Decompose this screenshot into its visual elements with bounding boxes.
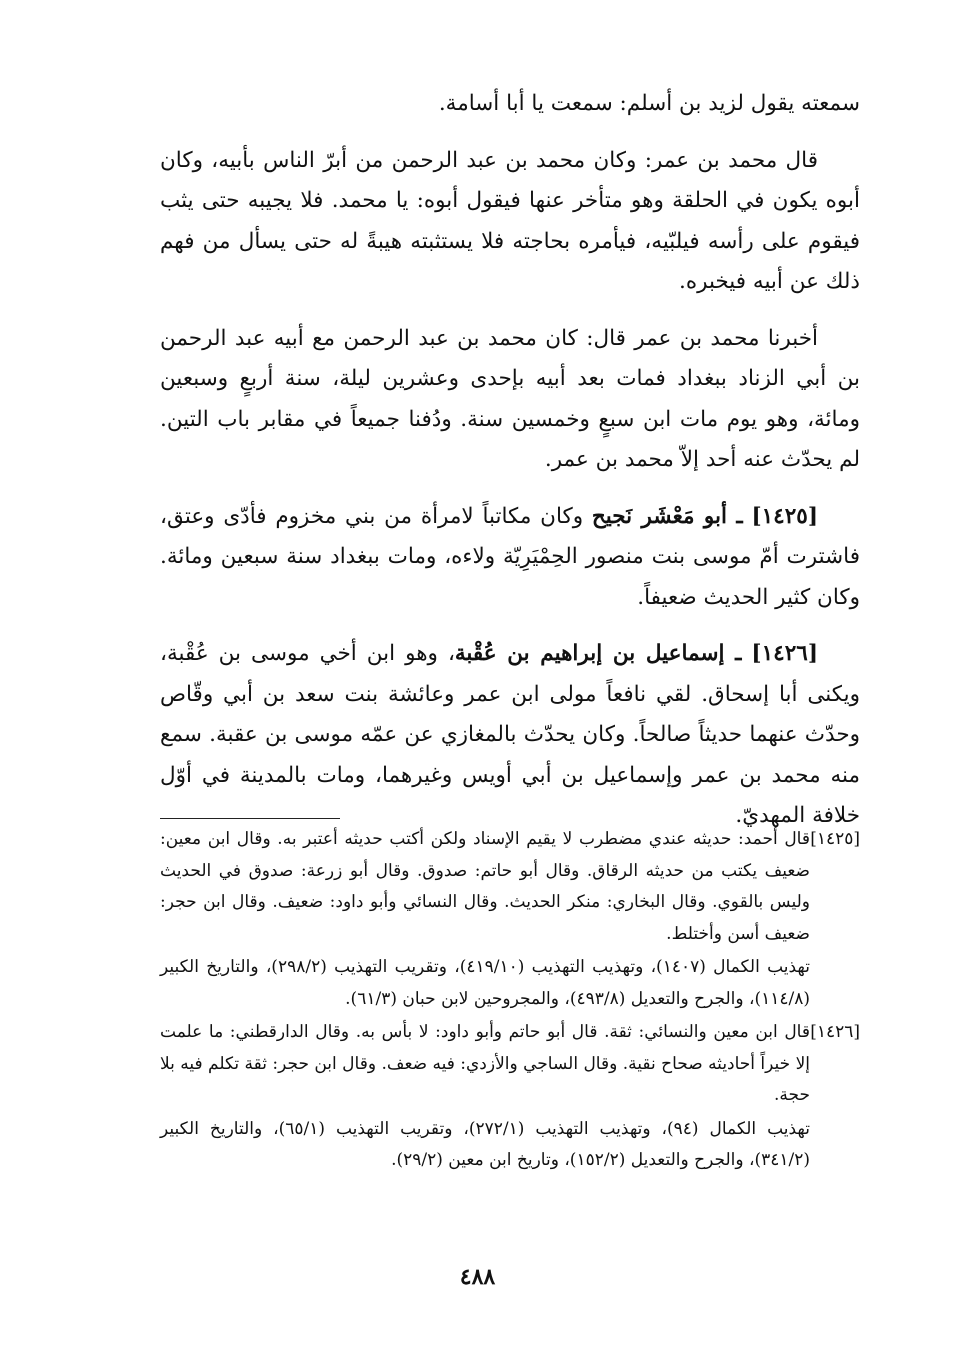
biography-entry-1425 [160,497,860,619]
footnote-sources: تهذيب الكمال (٩٤)، وتهذيب التهذيب (٢٧٢/١)، وتقريب التهذيب (٦٥/١)، والتاريخ الكبير (٣٤١/٢)، والجرح والتعديل (١٥٢/٢)، وتاريخ ابن معين (٢٩/٢). [160,1118,810,1170]
entry-text: ، وهو ابن أخي موسى بن عُقْبة، ويكنى أبا إسحاق. لقي نافعاً مولى ابن عمر وعائشة بنت سعد بن أبي وقّاص وحدّث عنهما حديثاً صالحاً. وكان يحدّث بالمغازي عن عمّه موسى بن عقبة. سمع منه محمد بن عمر وإسماعيل بن أبي أويس وغيرهما، ومات بالمدينة في أوّل خلافة المهديّ. [160,641,860,828]
paragraph: قال محمد بن عمر: وكان محمد بن عبد الرحمن من أبرّ الناس بأبيه، وكان أبوه يكون في الحلقة وهو متأخر عنها فيقول أبوه: يا محمد. فلا يجيبه حتى يثب فيقوم على رأسه فيلبّيه، فيأمره بحاجته فلا يستثبته هيبةً له حتى يسأل من فهم ذلك عن أبيه فيخبره. [160,147,860,294]
entry-number: [١٤٢٦] [751,641,818,666]
footnote-text: قال ابن معين والنسائي: ثقة. قال أبو حاتم وأبو داود: لا بأس به. وقال الدارقطني: ما علمت إلا خيراً أحاديثه صحاح نقية. وقال الساجي والأزدي: فيه ضعف. وقال ابن حجر: ثقة تكلم فيه بلا حجة. [160,1022,810,1105]
paragraph: سمعته يقول لزيد بن أسلم: سمعت يا أبا أسامة. [438,91,860,116]
entry-name: ـ إسماعيل بن إبراهيم بن عُقْبة [454,641,742,666]
main-text [160,84,860,853]
footnote-1426 [160,1017,860,1177]
paragraph: أخبرنا محمد بن عمر قال: كان محمد بن عبد الرحمن مع أبيه عبد الرحمن بن أبي الزناد ببغداد فمات بعد أبيه بإحدى وعشرين ليلة، سنة أربعٍ وسبعين ومائة، وهو يوم مات ابن سبعٍ وخمسين سنة. ودُفنا جميعاً في مقابر باب التين. لم يحدّث عنه أحد إلاّ محمد بن عمر. [160,325,860,472]
footnote-number: [١٤٢٥] [810,829,860,849]
footnote-divider [160,818,340,819]
biography-entry-1426 [160,634,860,837]
footnote-1425 [160,824,860,1015]
footnote-number: [١٤٢٦] [810,1022,860,1042]
footnotes [160,824,860,1177]
footnote-sources: تهذيب الكمال (١٤٠٧)، وتهذيب التهذيب (٤١٩/١٠)، وتقريب التهذيب (٢٩٨/٢)، والتاريخ الكبير (١١٤/٨)، والجرح والتعديل (٤٩٣/٨)، والمجروحين لابن حبان (٦١/٣). [160,957,810,1009]
entry-number: [١٤٢٥] [751,503,819,529]
page-number: ٤٨٨ [459,1264,496,1290]
entry-text: وكان مكاتباً لامرأة من بني مخزوم فأدّى وعتق، فاشترت أمّ موسى بنت منصور الحِمْيَرِيّة ولاءه، ومات ببغداد سنة سبعين ومائة. وكان كثير الحديث ضعيفاً. [160,503,860,610]
footnote-text: قال أحمد: حديثه عندي مضطرب لا يقيم الإسناد ولكن أكتب حديثه أعتبر به. وقال ابن معين: ضعيف يكتب من حديثه الرقاق. وقال أبو حاتم: صدوق. وقال أبو زرعة: صدوق في الحديث وليس بالقوي. وقال البخاري: منكر الحديث. وقال النسائي وأبو داود: ضعيف. وقال ابن حجر: ضعيف أسن وأختلط. [160,829,810,944]
entry-name: ـ أبو مَعْشَر نَجيح [591,503,743,529]
